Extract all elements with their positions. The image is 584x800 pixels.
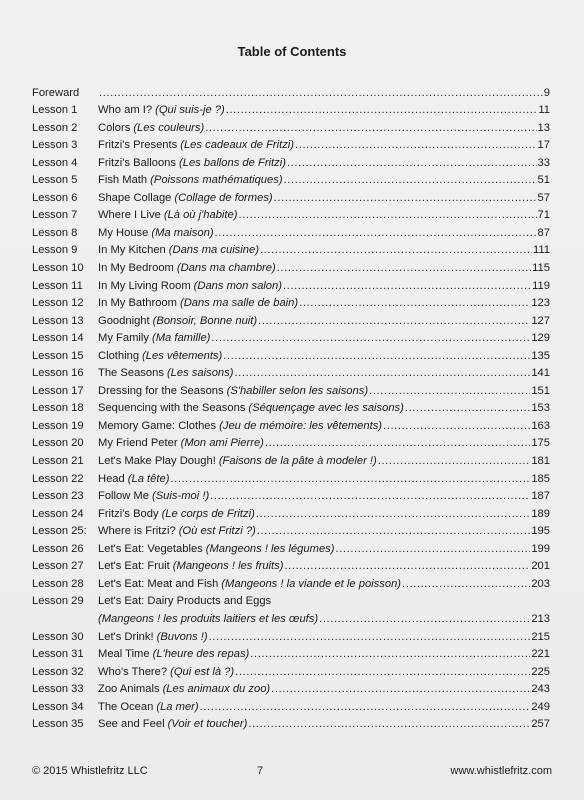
toc-row bbox=[32, 82, 550, 100]
lesson-title: Zoo Animals bbox=[98, 683, 160, 696]
lesson-entry bbox=[98, 104, 550, 117]
lesson-entry bbox=[98, 525, 550, 538]
toc-row bbox=[32, 644, 550, 662]
lesson-title: Let's Eat: Vegetables bbox=[98, 542, 203, 555]
lesson-entry bbox=[98, 595, 550, 608]
toc-row bbox=[32, 257, 550, 275]
page-number: 129 bbox=[531, 332, 550, 345]
page-number: 123 bbox=[531, 297, 550, 310]
lesson-number: Lesson 7 bbox=[32, 209, 78, 222]
lesson-number: Lesson 14 bbox=[32, 332, 84, 345]
lesson-french-title: (Jeu de mémoire: les vêtements) bbox=[219, 419, 383, 432]
toc-row bbox=[32, 205, 550, 223]
lesson-title: Let's Eat: Meat and Fish bbox=[98, 577, 219, 590]
dot-leader bbox=[383, 420, 530, 433]
lesson-title: My Family bbox=[98, 332, 149, 345]
page-title: Table of Contents bbox=[237, 44, 347, 59]
lesson-french-title: (Dans ma salle de bain) bbox=[179, 297, 299, 310]
toc-row bbox=[32, 468, 550, 486]
page-number: 175 bbox=[531, 437, 550, 450]
lesson-number: Lesson 26 bbox=[32, 542, 84, 555]
lesson-french-title: (Ma maison) bbox=[151, 226, 214, 239]
page-number: 127 bbox=[531, 314, 550, 327]
lesson-title: See and Feel bbox=[98, 718, 165, 731]
lesson-french-title: (Les saisons) bbox=[166, 367, 234, 380]
lesson-title: Fritzi's Balloons bbox=[98, 156, 176, 169]
lesson-title: Let's Eat: Dairy Products and Eggs bbox=[98, 595, 272, 608]
page-number: 249 bbox=[531, 700, 550, 713]
lesson-entry bbox=[98, 613, 550, 626]
lesson-number: Lesson 35 bbox=[32, 718, 84, 731]
lesson-number: Lesson 8 bbox=[32, 226, 78, 239]
page-number: 151 bbox=[531, 384, 550, 397]
lesson-entry bbox=[98, 543, 550, 556]
toc-row bbox=[32, 573, 550, 591]
lesson-title: Goodnight bbox=[98, 314, 150, 327]
lesson-title: Shape Collage bbox=[98, 191, 172, 204]
lesson-french-title: (Le corps de Fritzi) bbox=[161, 507, 255, 520]
lesson-french-title: (Mangeons ! les fruits) bbox=[172, 560, 284, 573]
lesson-french-title: (Les couleurs) bbox=[133, 121, 205, 134]
lesson-entry bbox=[98, 560, 550, 573]
lesson-french-title: (Les animaux du zoo) bbox=[162, 683, 271, 696]
toc-row bbox=[32, 503, 550, 521]
page-number: 11 bbox=[538, 104, 550, 117]
dot-leader bbox=[210, 490, 530, 503]
dot-leader bbox=[209, 631, 531, 644]
toc-row bbox=[32, 310, 550, 328]
lesson-entry bbox=[98, 437, 550, 450]
page-number: 225 bbox=[531, 665, 550, 678]
lesson-entry bbox=[98, 297, 550, 310]
dot-leader bbox=[205, 122, 536, 135]
footer-page-number: 7 bbox=[257, 765, 264, 777]
dot-leader bbox=[299, 297, 530, 310]
page-footer bbox=[32, 765, 552, 779]
lesson-number: Lesson 13 bbox=[32, 314, 84, 327]
lesson-entry bbox=[98, 192, 550, 205]
lesson-number: Lesson 18 bbox=[32, 402, 84, 415]
toc-row bbox=[32, 398, 550, 416]
lesson-title: Head bbox=[98, 472, 125, 485]
lesson-number: Lesson 32 bbox=[32, 665, 84, 678]
lesson-number: Lesson 3 bbox=[32, 139, 78, 152]
lesson-number: Lesson 12 bbox=[32, 297, 84, 310]
lesson-title: Let's Make Play Dough! bbox=[98, 455, 216, 468]
lesson-french-title: (Collage de formes) bbox=[174, 191, 273, 204]
dot-leader bbox=[226, 104, 538, 117]
lesson-french-title: (Mangeons ! les légumes) bbox=[205, 542, 335, 555]
lesson-title: In My Kitchen bbox=[98, 244, 166, 257]
toc-row bbox=[32, 380, 550, 398]
dot-leader bbox=[402, 578, 530, 591]
lesson-number: Lesson 10 bbox=[32, 262, 84, 275]
page-number: 33 bbox=[537, 156, 550, 169]
toc-row bbox=[32, 626, 550, 644]
toc-row bbox=[32, 591, 550, 609]
lesson-french-title: (Buvons !) bbox=[156, 630, 208, 643]
dot-leader bbox=[283, 280, 531, 293]
toc-row bbox=[32, 117, 550, 135]
lesson-entry bbox=[98, 455, 550, 468]
lesson-french-title: (La mer) bbox=[156, 700, 199, 713]
lesson-number: Lesson 6 bbox=[32, 191, 78, 204]
lesson-entry bbox=[98, 227, 550, 240]
lesson-entry bbox=[98, 473, 550, 486]
page-number: 199 bbox=[531, 542, 550, 555]
toc-row bbox=[32, 608, 550, 626]
page-number: 257 bbox=[531, 718, 550, 731]
toc-row bbox=[32, 345, 550, 363]
lesson-number: Lesson 2 bbox=[32, 121, 78, 134]
lesson-entry bbox=[98, 209, 550, 222]
toc-row bbox=[32, 187, 550, 205]
dot-leader bbox=[258, 315, 530, 328]
lesson-french-title: (Où est Fritzi ?) bbox=[178, 525, 256, 538]
page-number: 115 bbox=[532, 262, 550, 275]
lesson-title: Dressing for the Seasons bbox=[98, 384, 224, 397]
dot-leader bbox=[277, 262, 531, 275]
dot-leader bbox=[238, 209, 536, 222]
dot-leader bbox=[170, 473, 530, 486]
lesson-entry bbox=[98, 139, 550, 152]
lesson-title: Let's Drink! bbox=[98, 630, 154, 643]
dot-leader bbox=[248, 718, 530, 731]
lesson-french-title: (L'heure des repas) bbox=[152, 648, 250, 661]
lesson-title: Who's There? bbox=[98, 665, 168, 678]
dot-leader bbox=[211, 332, 530, 345]
lesson-number: Lesson 16 bbox=[32, 367, 84, 380]
lesson-entry bbox=[98, 280, 550, 293]
lesson-entry bbox=[98, 490, 550, 503]
dot-leader bbox=[378, 455, 531, 468]
dot-leader bbox=[234, 367, 530, 380]
lesson-entry bbox=[98, 350, 550, 363]
lesson-french-title: (Les ballons de Fritzi) bbox=[179, 156, 286, 169]
toc-row bbox=[32, 328, 550, 346]
lesson-french-title: (Mangeons ! la viande et le poisson) bbox=[221, 577, 402, 590]
toc-row bbox=[32, 450, 550, 468]
footer-copyright: © 2015 Whistlefritz LLC bbox=[32, 765, 148, 777]
lesson-entry bbox=[98, 157, 550, 170]
lesson-french-title: (Là où j'habite) bbox=[163, 209, 238, 222]
lesson-entry bbox=[98, 367, 550, 380]
toc-row bbox=[32, 275, 550, 293]
lesson-entry bbox=[98, 683, 550, 696]
dot-leader bbox=[265, 437, 530, 450]
lesson-entry bbox=[98, 631, 550, 644]
lesson-french-title: (Dans ma chambre) bbox=[176, 262, 276, 275]
page-number: 17 bbox=[537, 139, 550, 152]
table-of-contents bbox=[32, 82, 550, 731]
lesson-entry bbox=[98, 122, 550, 135]
dot-leader bbox=[284, 560, 530, 573]
lesson-number: Lesson 4 bbox=[32, 156, 78, 169]
dot-leader bbox=[257, 525, 531, 538]
page-number: 185 bbox=[531, 472, 550, 485]
toc-row bbox=[32, 661, 550, 679]
lesson-number: Lesson 28 bbox=[32, 577, 84, 590]
lesson-number: Lesson 24 bbox=[32, 507, 84, 520]
dot-leader bbox=[274, 192, 537, 205]
lesson-number: Lesson 21 bbox=[32, 455, 84, 468]
lesson-entry bbox=[98, 420, 550, 433]
page-number: 57 bbox=[537, 191, 550, 204]
lesson-title: Colors bbox=[98, 121, 131, 134]
lesson-number: Lesson 1 bbox=[32, 104, 78, 117]
lesson-french-title: (Dans ma cuisine) bbox=[168, 244, 259, 257]
lesson-entry bbox=[98, 174, 550, 187]
lesson-title: The Ocean bbox=[98, 700, 154, 713]
lesson-title: Fish Math bbox=[98, 174, 148, 187]
toc-row bbox=[32, 100, 550, 118]
page-number: 119 bbox=[532, 279, 550, 292]
page-number: 213 bbox=[531, 612, 550, 625]
dot-leader bbox=[235, 666, 530, 679]
toc-row bbox=[32, 415, 550, 433]
lesson-french-title: (Faisons de la pâte à modeler !) bbox=[218, 455, 377, 468]
page-number: 187 bbox=[531, 490, 550, 503]
lesson-french-title: (S'habiller selon les saisons) bbox=[226, 384, 369, 397]
dot-leader bbox=[260, 244, 532, 257]
lesson-entry bbox=[98, 718, 550, 731]
page-number: 153 bbox=[531, 402, 550, 415]
lesson-entry bbox=[98, 332, 550, 345]
page-number: 111 bbox=[532, 244, 550, 257]
lesson-entry bbox=[98, 578, 550, 591]
lesson-number: Lesson 27 bbox=[32, 560, 84, 573]
dot-leader bbox=[369, 385, 530, 398]
dot-leader bbox=[250, 648, 530, 661]
toc-row bbox=[32, 363, 550, 381]
lesson-entry bbox=[98, 244, 550, 257]
lesson-french-title: (Les cadeaux de Fritzi) bbox=[180, 139, 295, 152]
dot-leader bbox=[99, 87, 543, 100]
lesson-french-title: (Séquençage avec les saisons) bbox=[248, 402, 404, 415]
page-number: 13 bbox=[537, 121, 550, 134]
lesson-number: Lesson 23 bbox=[32, 490, 84, 503]
lesson-french-title: (Qui suis-je ?) bbox=[155, 104, 225, 117]
lesson-title: My Friend Peter bbox=[98, 437, 178, 450]
page-number: 141 bbox=[531, 367, 550, 380]
page-number: 203 bbox=[531, 577, 550, 590]
dot-leader bbox=[200, 701, 531, 714]
lesson-french-title: (Voir et toucher) bbox=[167, 718, 248, 731]
lesson-title: Sequencing with the Seasons bbox=[98, 402, 246, 415]
page-number: 9 bbox=[543, 86, 550, 99]
lesson-number: Lesson 30 bbox=[32, 630, 84, 643]
toc-row bbox=[32, 714, 550, 732]
dot-leader bbox=[287, 157, 537, 170]
toc-row bbox=[32, 679, 550, 697]
toc-row bbox=[32, 521, 550, 539]
lesson-french-title: (Qui est là ?) bbox=[170, 665, 235, 678]
lesson-number: Lesson 22 bbox=[32, 472, 84, 485]
lesson-entry bbox=[98, 315, 550, 328]
page-number: 71 bbox=[537, 209, 550, 222]
toc-row bbox=[32, 222, 550, 240]
lesson-title: Who am I? bbox=[98, 104, 153, 117]
lesson-entry bbox=[98, 701, 550, 714]
lesson-french-title: (Bonsoir, Bonne nuit) bbox=[152, 314, 258, 327]
lesson-number: Lesson 5 bbox=[32, 174, 78, 187]
page-number: 195 bbox=[531, 525, 550, 538]
lesson-french-title: (Ma famille) bbox=[151, 332, 211, 345]
dot-leader bbox=[256, 508, 530, 521]
dot-leader bbox=[335, 543, 530, 556]
lesson-entry bbox=[98, 262, 550, 275]
page-number: 243 bbox=[531, 683, 550, 696]
lesson-entry bbox=[98, 385, 550, 398]
lesson-number: Lesson 25: bbox=[32, 525, 87, 538]
lesson-number: Lesson 19 bbox=[32, 419, 84, 432]
dot-leader bbox=[319, 613, 530, 626]
lesson-number: Lesson 9 bbox=[32, 244, 78, 257]
lesson-title: My House bbox=[98, 226, 149, 239]
lesson-entry bbox=[98, 87, 550, 100]
page-number: 181 bbox=[531, 455, 550, 468]
lesson-title: Follow Me bbox=[98, 490, 149, 503]
lesson-number: Lesson 34 bbox=[32, 700, 84, 713]
lesson-french-title: (La tête) bbox=[127, 472, 170, 485]
lesson-french-title: (Mangeons ! les produits laitiers et les œufs) bbox=[98, 612, 319, 625]
lesson-title: Meal Time bbox=[98, 648, 150, 661]
dot-leader bbox=[284, 174, 537, 187]
toc-row bbox=[32, 135, 550, 153]
page-number: 135 bbox=[531, 349, 550, 362]
page-number: 51 bbox=[537, 174, 550, 187]
toc-row bbox=[32, 696, 550, 714]
toc-row bbox=[32, 240, 550, 258]
lesson-title: Fritzi's Body bbox=[98, 507, 159, 520]
page-number: 87 bbox=[537, 226, 550, 239]
page-number: 221 bbox=[531, 648, 550, 661]
dot-leader bbox=[215, 227, 537, 240]
lesson-title: Fritzi's Presents bbox=[98, 139, 178, 152]
toc-row bbox=[32, 556, 550, 574]
lesson-entry bbox=[98, 508, 550, 521]
lesson-entry bbox=[98, 648, 550, 661]
footer-website: www.whistlefritz.com bbox=[450, 765, 552, 777]
lesson-entry bbox=[98, 402, 550, 415]
page-number: 201 bbox=[531, 560, 550, 573]
toc-row bbox=[32, 433, 550, 451]
toc-row bbox=[32, 152, 550, 170]
lesson-number: Lesson 11 bbox=[32, 279, 83, 292]
lesson-number: Lesson 33 bbox=[32, 683, 84, 696]
lesson-french-title: (Poissons mathématiques) bbox=[150, 174, 283, 187]
lesson-title: In My Living Room bbox=[98, 279, 191, 292]
lesson-number: Lesson 29 bbox=[32, 595, 84, 608]
toc-row bbox=[32, 170, 550, 188]
lesson-title: Let's Eat: Fruit bbox=[98, 560, 170, 573]
toc-row bbox=[32, 486, 550, 504]
lesson-number: Lesson 20 bbox=[32, 437, 84, 450]
lesson-title: In My Bathroom bbox=[98, 297, 177, 310]
lesson-title: Where I Live bbox=[98, 209, 161, 222]
dot-leader bbox=[271, 683, 530, 696]
lesson-french-title: (Suis-moi !) bbox=[151, 490, 210, 503]
lesson-number: Lesson 31 bbox=[32, 648, 84, 661]
dot-leader bbox=[223, 350, 530, 363]
page-number: 189 bbox=[531, 507, 550, 520]
lesson-title: Memory Game: Clothes bbox=[98, 419, 217, 432]
lesson-title: In My Bedroom bbox=[98, 262, 174, 275]
lesson-title: Clothing bbox=[98, 349, 140, 362]
dot-leader bbox=[295, 139, 537, 152]
lesson-number: Foreward bbox=[32, 86, 80, 99]
lesson-number: Lesson 15 bbox=[32, 349, 84, 362]
page-number: 215 bbox=[531, 630, 550, 643]
lesson-title: The Seasons bbox=[98, 367, 164, 380]
lesson-entry bbox=[98, 666, 550, 679]
lesson-title: Where is Fritzi? bbox=[98, 525, 176, 538]
dot-leader bbox=[405, 402, 530, 415]
lesson-french-title: (Dans mon salon) bbox=[193, 279, 282, 292]
toc-row bbox=[32, 293, 550, 311]
page-number: 163 bbox=[531, 419, 550, 432]
lesson-number: Lesson 17 bbox=[32, 384, 84, 397]
toc-row bbox=[32, 538, 550, 556]
lesson-french-title: (Mon ami Pierre) bbox=[180, 437, 264, 450]
lesson-french-title: (Les vêtements) bbox=[142, 349, 223, 362]
